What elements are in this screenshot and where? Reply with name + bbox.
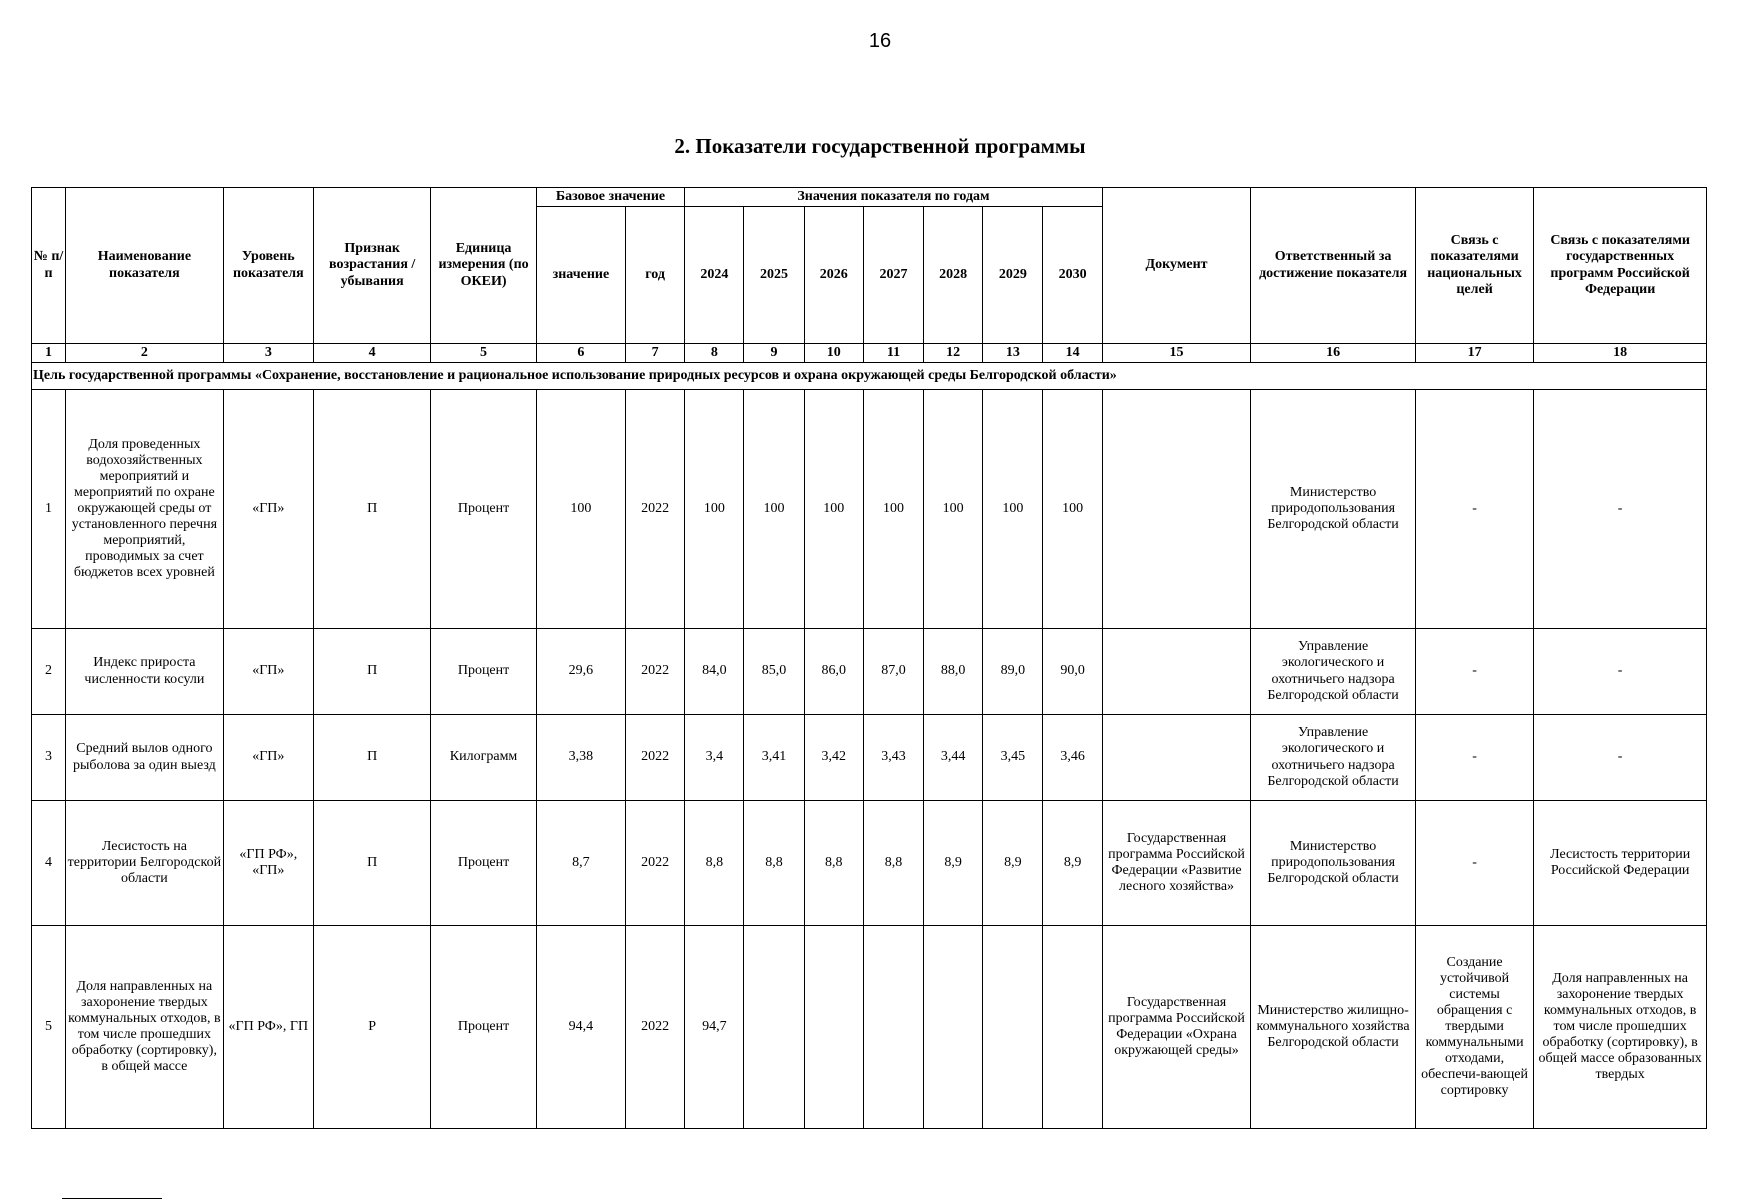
- row-num: 5: [32, 926, 66, 1129]
- rf-link: -: [1534, 629, 1707, 715]
- table-row: [32, 801, 1707, 926]
- table-row: [32, 715, 1707, 801]
- header-year: 2026: [804, 207, 863, 344]
- header-year: 2025: [744, 207, 804, 344]
- indicator-sign: П: [313, 801, 430, 926]
- year-value: 88,0: [924, 629, 983, 715]
- year-value: [983, 926, 1043, 1129]
- table-row: [32, 926, 1707, 1129]
- year-value: 8,9: [983, 801, 1043, 926]
- year-value: 86,0: [804, 629, 863, 715]
- year-value: [863, 926, 923, 1129]
- indicator-level: «ГП РФ», «ГП»: [223, 801, 313, 926]
- year-value: 94,7: [685, 926, 744, 1129]
- indicator-unit: Процент: [431, 926, 536, 1129]
- goal-text: Цель государственной программы «Сохранение, восстановление и рациональное использование природных ресурсов и охрана окружающей среды Белгородской области»: [32, 363, 1707, 390]
- header-row-1: [32, 188, 1707, 207]
- header-base-year: год: [626, 207, 685, 344]
- header-year: 2029: [983, 207, 1043, 344]
- indicator-sign: П: [313, 390, 430, 629]
- row-num: 1: [32, 390, 66, 629]
- header-sign: Признак возрастания / убывания: [313, 188, 430, 344]
- year-value: [924, 926, 983, 1129]
- base-value: 94,4: [536, 926, 625, 1129]
- indicator-name: Лесистость на территории Белгородской области: [66, 801, 224, 926]
- table-row: [32, 629, 1707, 715]
- base-value: 3,38: [536, 715, 625, 801]
- national-link: -: [1415, 715, 1533, 801]
- base-year: 2022: [626, 390, 685, 629]
- document: [1102, 390, 1251, 629]
- column-number: 3: [223, 344, 313, 363]
- year-value: 8,9: [924, 801, 983, 926]
- header-document: Документ: [1102, 188, 1251, 344]
- year-value: 100: [983, 390, 1043, 629]
- year-value: 3,46: [1043, 715, 1102, 801]
- year-value: 100: [804, 390, 863, 629]
- year-value: 84,0: [685, 629, 744, 715]
- base-value: 8,7: [536, 801, 625, 926]
- indicator-sign: П: [313, 629, 430, 715]
- national-link: -: [1415, 801, 1533, 926]
- header-base-value: значение: [536, 207, 625, 344]
- row-num: 3: [32, 715, 66, 801]
- year-value: 100: [1043, 390, 1102, 629]
- document: Государственная программа Российской Федерации «Охрана окружающей среды»: [1102, 926, 1251, 1129]
- responsible: Управление экологического и охотничьего надзора Белгородской области: [1251, 629, 1416, 715]
- indicator-name: Доля направленных на захоронение твердых коммунальных отходов, в том числе прошедших обработку (сортировку), в общей массе: [66, 926, 224, 1129]
- rf-link: Лесистость территории Российской Федерации: [1534, 801, 1707, 926]
- year-value: 100: [685, 390, 744, 629]
- column-number: 15: [1102, 344, 1251, 363]
- indicator-sign: П: [313, 715, 430, 801]
- national-link: Создание устойчивой системы обращения с твердыми коммунальными отходами, обеспечи-вающей сортировку: [1415, 926, 1533, 1129]
- year-value: 3,43: [863, 715, 923, 801]
- year-value: 8,8: [804, 801, 863, 926]
- page-title: 2. Показатели государственной программы: [674, 134, 1086, 158]
- national-link: -: [1415, 390, 1533, 629]
- column-number: 16: [1251, 344, 1416, 363]
- column-number: 18: [1534, 344, 1707, 363]
- rf-link: Доля направленных на захоронение твердых коммунальных отходов, в том числе прошедших обработку (сортировку), в общей массе образованных твердых: [1534, 926, 1707, 1129]
- header-national-link: Связь с показателями национальных целей: [1415, 188, 1533, 344]
- year-value: 8,8: [744, 801, 804, 926]
- header-name: Наименование показателя: [66, 188, 224, 344]
- row-num: 2: [32, 629, 66, 715]
- column-number: 9: [744, 344, 804, 363]
- indicator-level: «ГП РФ», ГП: [223, 926, 313, 1129]
- column-number: 11: [863, 344, 923, 363]
- year-value: 100: [863, 390, 923, 629]
- indicator-unit: Процент: [431, 801, 536, 926]
- year-value: 3,41: [744, 715, 804, 801]
- year-value: 89,0: [983, 629, 1043, 715]
- responsible: Министерство природопользования Белгородской области: [1251, 390, 1416, 629]
- year-value: [1043, 926, 1102, 1129]
- year-value: [804, 926, 863, 1129]
- base-year: 2022: [626, 801, 685, 926]
- base-year: 2022: [626, 715, 685, 801]
- document: [1102, 629, 1251, 715]
- year-value: 3,45: [983, 715, 1043, 801]
- column-number: 2: [66, 344, 224, 363]
- column-number: 12: [924, 344, 983, 363]
- indicator-unit: Процент: [431, 390, 536, 629]
- column-number: 8: [685, 344, 744, 363]
- indicator-unit: Процент: [431, 629, 536, 715]
- header-year: 2027: [863, 207, 923, 344]
- header-year: 2024: [685, 207, 744, 344]
- responsible: Министерство жилищно-коммунального хозяйства Белгородской области: [1251, 926, 1416, 1129]
- responsible: Управление экологического и охотничьего надзора Белгородской области: [1251, 715, 1416, 801]
- indicator-level: «ГП»: [223, 390, 313, 629]
- responsible: Министерство природопользования Белгородской области: [1251, 801, 1416, 926]
- column-number: 14: [1043, 344, 1102, 363]
- indicator-sign: Р: [313, 926, 430, 1129]
- document: [1102, 715, 1251, 801]
- table-row: [32, 390, 1707, 629]
- year-value: 3,4: [685, 715, 744, 801]
- header-rf-link: Связь с показателями государственных программ Российской Федерации: [1534, 188, 1707, 344]
- base-year: 2022: [626, 629, 685, 715]
- national-link: -: [1415, 629, 1533, 715]
- year-value: 85,0: [744, 629, 804, 715]
- indicator-name: Средний вылов одного рыболова за один выезд: [66, 715, 224, 801]
- column-number-row: [32, 344, 1707, 363]
- column-number: 6: [536, 344, 625, 363]
- rf-link: -: [1534, 715, 1707, 801]
- column-number: 7: [626, 344, 685, 363]
- header-year: 2028: [924, 207, 983, 344]
- header-base-group: Базовое значение: [536, 188, 685, 207]
- year-value: 3,42: [804, 715, 863, 801]
- column-number: 13: [983, 344, 1043, 363]
- goal-row: [32, 363, 1707, 390]
- indicator-unit: Килограмм: [431, 715, 536, 801]
- header-years-group: Значения показателя по годам: [685, 188, 1103, 207]
- base-value: 100: [536, 390, 625, 629]
- footnote-divider: [62, 1198, 162, 1199]
- column-number: 17: [1415, 344, 1533, 363]
- year-value: 8,9: [1043, 801, 1102, 926]
- column-number: 10: [804, 344, 863, 363]
- year-value: 87,0: [863, 629, 923, 715]
- year-value: 100: [924, 390, 983, 629]
- year-value: 3,44: [924, 715, 983, 801]
- indicator-name: Доля проведенных водохозяйственных мероприятий и мероприятий по охране окружающей среды от установленного перечня мероприятий, проводимых за счет бюджетов всех уровней: [66, 390, 224, 629]
- row-num: 4: [32, 801, 66, 926]
- column-number: 1: [32, 344, 66, 363]
- year-value: 8,8: [863, 801, 923, 926]
- page-number: 16: [868, 30, 892, 52]
- indicator-level: «ГП»: [223, 715, 313, 801]
- base-value: 29,6: [536, 629, 625, 715]
- year-value: 90,0: [1043, 629, 1102, 715]
- header-num: № п/п: [32, 188, 66, 344]
- indicator-level: «ГП»: [223, 629, 313, 715]
- header-unit: Единица измерения (по ОКЕИ): [431, 188, 536, 344]
- year-value: [744, 926, 804, 1129]
- column-number: 4: [313, 344, 430, 363]
- base-year: 2022: [626, 926, 685, 1129]
- column-number: 5: [431, 344, 536, 363]
- header-level: Уровень показателя: [223, 188, 313, 344]
- header-responsible: Ответственный за достижение показателя: [1251, 188, 1416, 344]
- year-value: 8,8: [685, 801, 744, 926]
- year-value: 100: [744, 390, 804, 629]
- indicator-name: Индекс прироста численности косули: [66, 629, 224, 715]
- rf-link: -: [1534, 390, 1707, 629]
- indicators-table: [31, 187, 1707, 1129]
- header-year: 2030: [1043, 207, 1102, 344]
- document: Государственная программа Российской Федерации «Развитие лесного хозяйства»: [1102, 801, 1251, 926]
